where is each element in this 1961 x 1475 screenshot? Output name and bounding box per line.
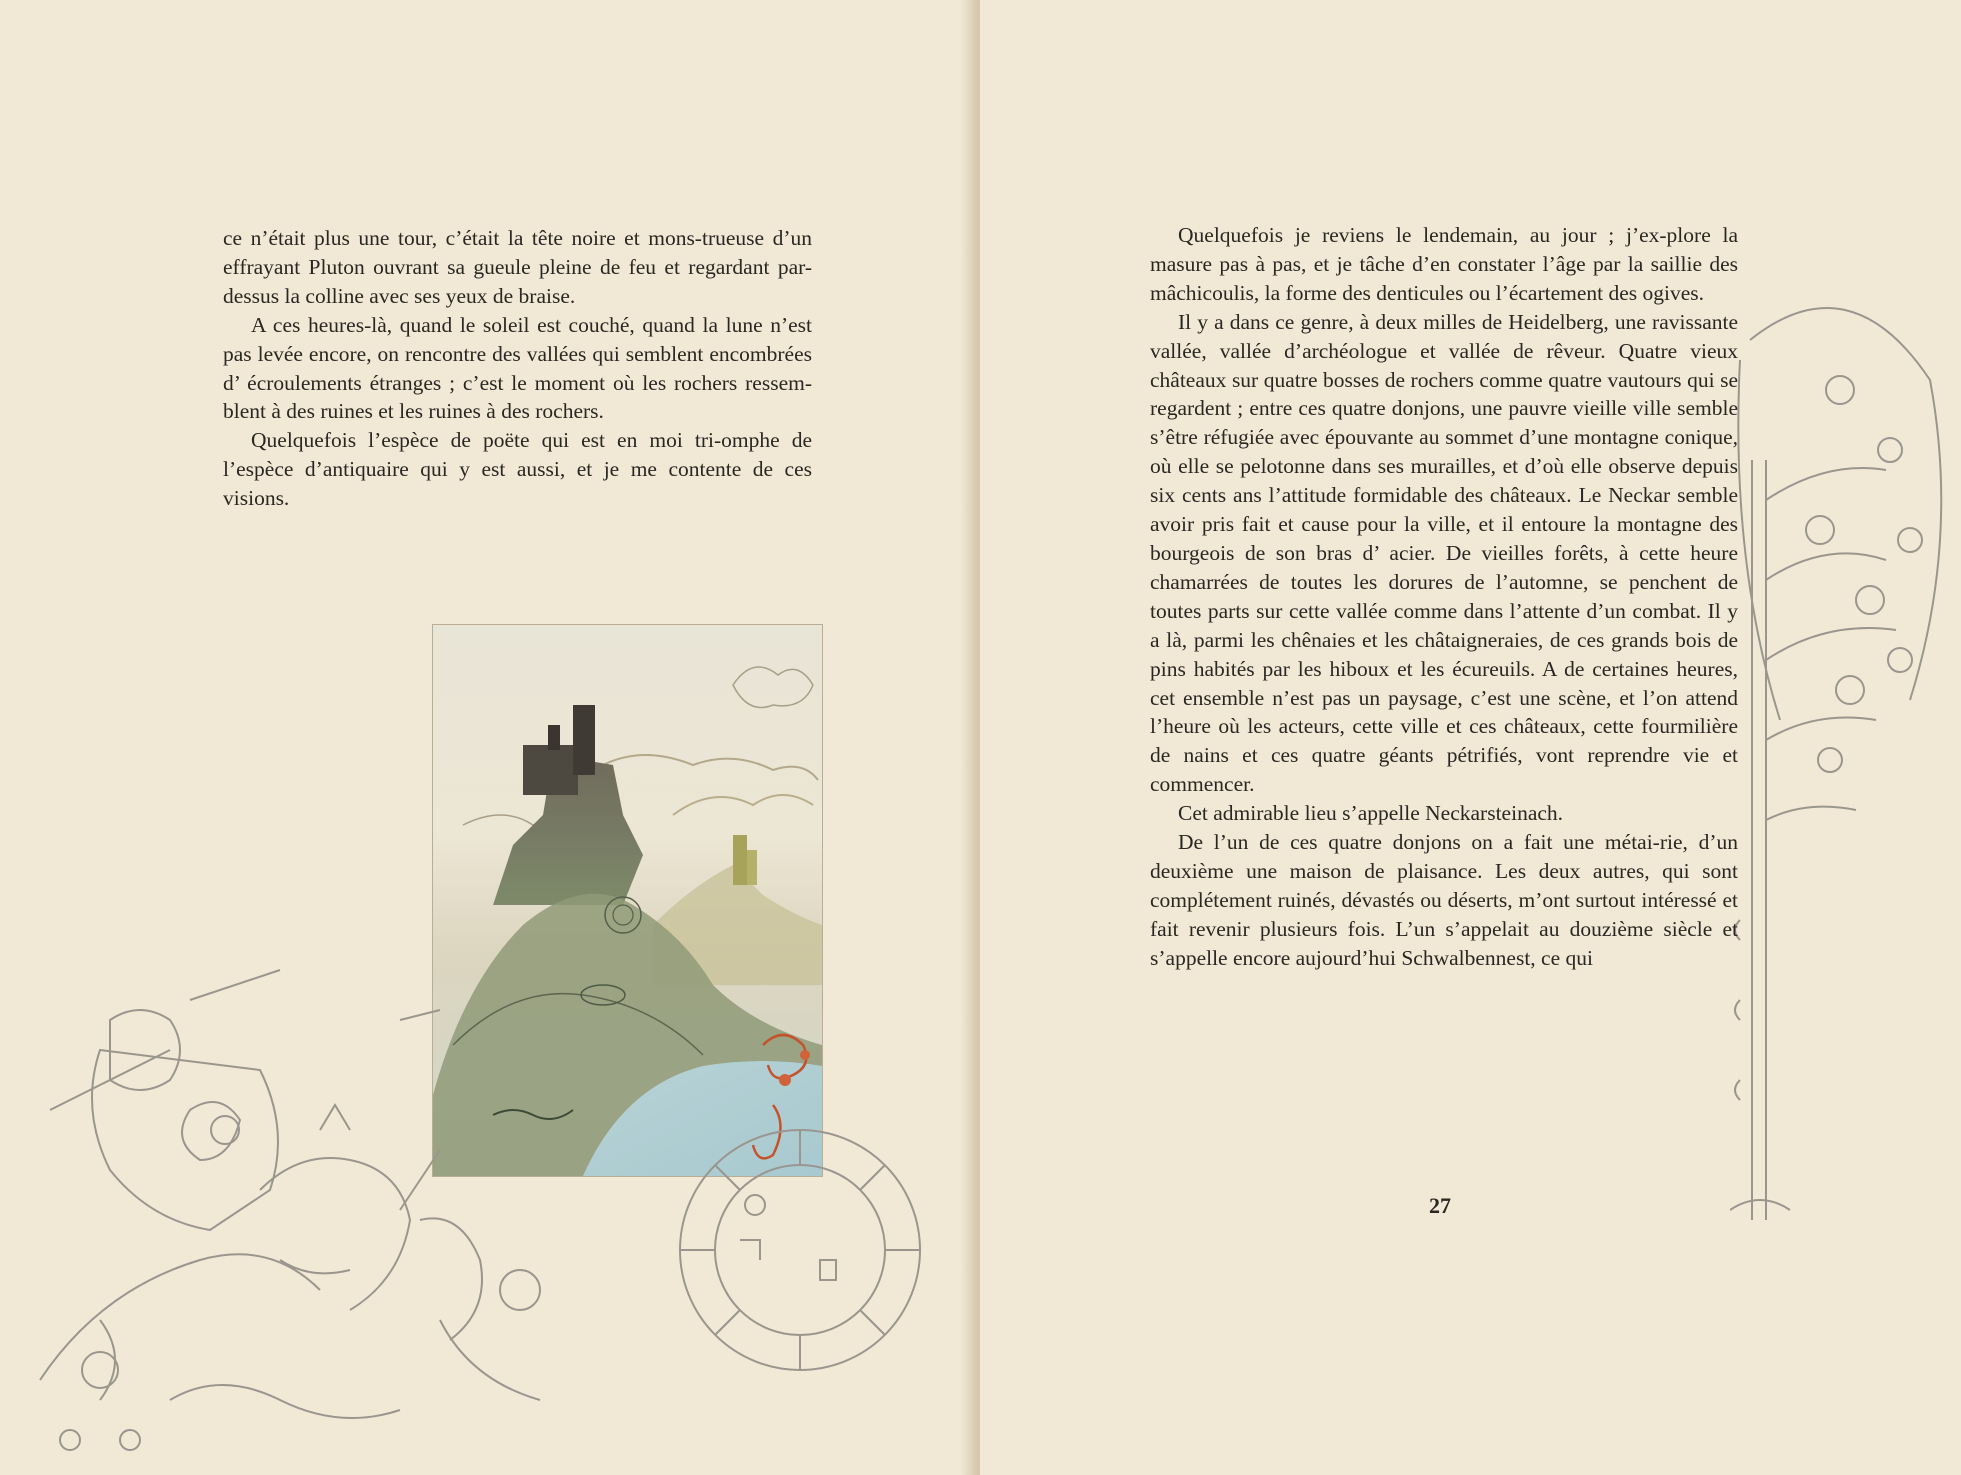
pencil-sketch-tree: [1730, 280, 1950, 1220]
right-page-text: [1150, 221, 1738, 973]
page-number: 27: [1429, 1193, 1451, 1218]
right-page: [980, 0, 1961, 1475]
paragraph: Quelquefois l’espèce de poëte qui est en moi tri-omphe de l’espèce d’antiquaire qui y est aussi, et je me contente de ces visions.: [223, 428, 812, 511]
left-page: [0, 0, 972, 1475]
pencil-sketch-wheel: [660, 1080, 960, 1410]
paragraph: De l’un de ces quatre donjons on a fait une métai-rie, d’un deuxième une maison de plaisance. Les deux autres, qui sont complétement ruinés, dévastés ou déserts, m’ont surtout intéressé et fait revenir plusieurs fois. L’un s’appelait au douzième siècle et s’appelle encore aujourd’hui Schwalbennest, ce qui: [1150, 830, 1738, 970]
paragraph: Quelquefois je reviens le lendemain, au jour ; j’ex-plore la masure pas à pas, et je tâche d’en constater l’âge par la saillie des mâchicoulis, la forme des denticules ou l’écartement des ogives.: [1150, 223, 1738, 305]
paragraph: Cet admirable lieu s’appelle Neckarsteinach.: [1178, 801, 1564, 826]
pencil-sketch-knights: [20, 960, 660, 1475]
paragraph: ce n’était plus une tour, c’était la tête noire et mons-trueuse d’un effrayant Pluton ouvrant sa gueule pleine de feu et regardant par-dessus la colline avec ses yeux de braise.: [223, 226, 812, 308]
paragraph: Il y a dans ce genre, à deux milles de Heidelberg, une ravissante vallée, vallée d’archéologue et vallée de rêveur. Quatre vieux châteaux sur quatre bosses de rochers comme quatre vautours qui se regardent ; entre ces quatre donjons, une pauvre vieille ville semble s’être réfugiée avec épouvante au sommet d’une montagne conique, où elle se pelotonne dans ses murailles, et d’où elle observe depuis six cents ans l’attitude formidable des châteaux. Le Neckar semble avoir pris fait et cause pour la ville, et il entoure la montagne des bourgeois de son bras d’ acier. De vieilles forêts, à cette heure chamarrées de toutes les dorures de l’automne, se penchent de toutes parts sur cette vallée comme dans l’attente d’un combat. Il y a là, parmi les chênaies et les châtaigneraies, de ces grands bois de pins habités par les hiboux et les écureuils. A de certaines heures, cet ensemble n’est pas un paysage, c’est une scène, et l’on attend l’heure où les acteurs, cette ville et ces châteaux, cette fourmilière de nains et ces quatre géants pétrifiés, vont reprendre vie et commencer.: [1150, 309, 1738, 797]
left-page-text: [223, 224, 812, 513]
paragraph: A ces heures-là, quand le soleil est couché, quand la lune n’est pas levée encore, on rencontre des vallées qui semblent encombrées d’ écroulements étranges ; c’est le moment où les rochers ressem-blent à des ruines et les ruines à des rochers.: [223, 312, 812, 424]
